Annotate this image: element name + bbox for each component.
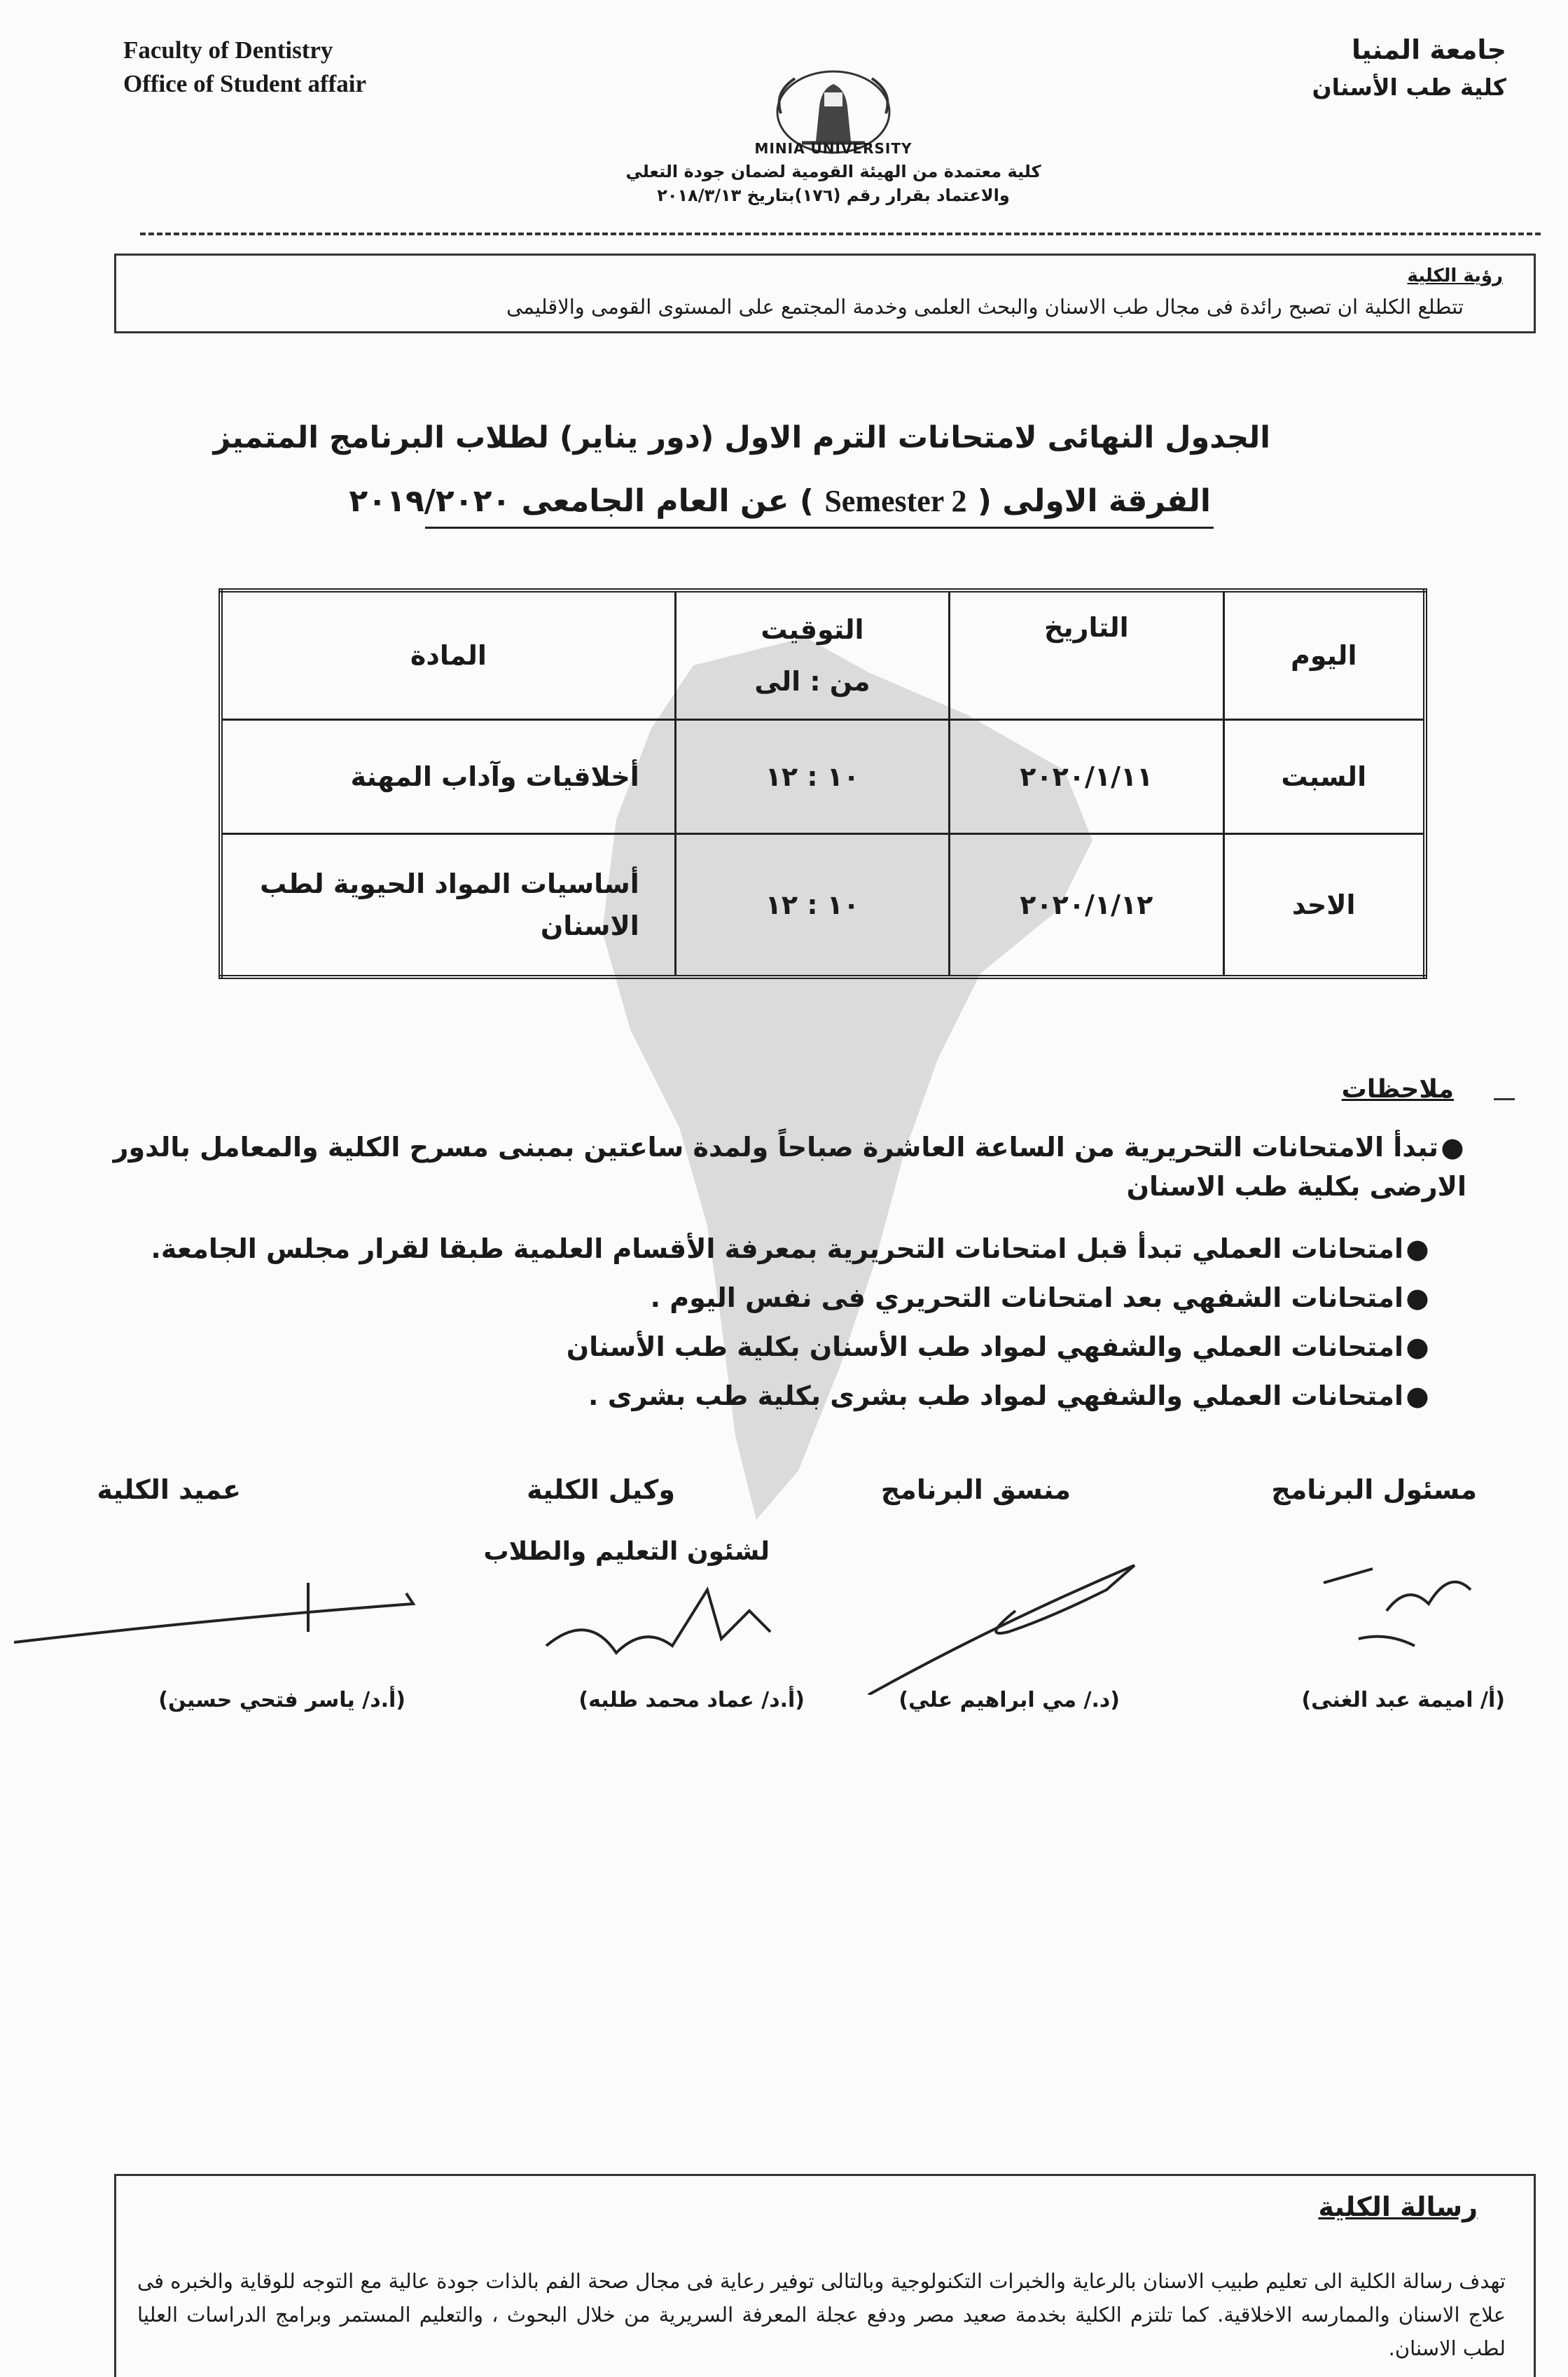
semester-label: Semester 2 [824,484,967,518]
bullet-icon: ● [1406,1380,1429,1411]
header-time-range: من : الى [754,665,870,697]
vision-text: تتطلع الكلية ان تصبح رائدة فى مجال طب الاسنان والبحث العلمى وخدمة المجتمع على المستوى القومى والاقليمى [506,295,1464,319]
header-day: اليوم [1223,590,1425,719]
university-name-ar: جامعة المنيا [1352,34,1506,65]
subtitle-part-b: ) عن العام الجامعى ٢٠١٩/٢٠٢٠ [349,483,814,519]
subtitle-part-a: الفرقة الاولى ( [977,483,1211,519]
bullet-icon: ● [1406,1233,1429,1264]
table-header-row [221,590,1425,719]
logo-caption: MINIA UNIVERSITY [754,140,913,157]
subtitle-underline [425,527,1214,529]
mission-box [114,2174,1536,2377]
note-text: تبدأ الامتحانات التحريرية من الساعة العاشرة صباحاً ولمدة ساعتين بمبنى مسرح الكلية والمعامل بالدور الارضى بكلية طب الاسنان [113,1132,1466,1202]
sig-title-dean: عميد الكلية [97,1474,241,1505]
mission-text: تهدف رسالة الكلية الى تعليم طبيب الاسنان بالرعاية والخبرات التكنولوجية وبالتالى توفير رعاية فى مجال صحة الفم بالذات جودة عالية مع التوجه للوقاية والخبره فى علاج الاسنان والممارسه الاخلاقية. كما تلتزم الكلية بخدمة صعيد مصر ودفع عجلة المعرفة السريرية من خلال البحوث ، والتعليم المستمر وبرامج الدراسات العليا لطب الاسنان. [137,2269,1506,2360]
note-item [588,1376,1431,1415]
note-item [651,1278,1431,1317]
exam-schedule-table [218,588,1427,979]
notes-tick [1494,1098,1515,1100]
vision-box [114,254,1536,333]
row-subject: أساسيات المواد الحيوية لطب الاسنان [221,834,675,977]
table-row [221,834,1425,977]
sig-title-vice-dean: وكيل الكلية [527,1474,675,1505]
sig-subtitle-vice-dean: لشئون التعليم والطلاب [483,1537,770,1566]
vision-title: رؤية الكلية [1407,265,1503,286]
row-subject: أخلاقيات وآداب المهنة [221,719,675,834]
header-time-label: التوقيت [761,614,864,645]
row-date: ٢٠٢٠/١/١٢ [950,834,1223,977]
sig-name-coordinator: (د./ مي ابراهيم علي) [899,1688,1120,1712]
row-date: ٢٠٢٠/١/١١ [950,719,1223,834]
handwritten-signatures [14,1527,1513,1695]
faculty-name-ar: كلية طب الأسنان [1312,74,1506,101]
row-time: ١٠ : ١٢ [765,761,860,792]
sig-name-dean: (أ.د/ ياسر فتحي حسين) [158,1688,405,1712]
note-item [151,1229,1431,1268]
sig-title-program-head: مسئول البرنامج [1271,1474,1477,1505]
notes-title: ملاحظات [1341,1075,1454,1104]
faculty-header-ar [1312,31,1506,106]
sig-title-coordinator: منسق البرنامج [880,1474,1071,1505]
faculty-name-en: Faculty of Dentistry [123,36,333,64]
sig-name-vice-dean: (أ.د/ عماد محمد طلبه) [578,1688,805,1712]
note-text: امتحانات الشفهي بعد امتحانات التحريري فى نفس اليوم . [650,1282,1403,1313]
sig-name-program-head: (أ/ اميمة عبد الغنى) [1301,1688,1505,1712]
note-text: امتحانات العملي والشفهي لمواد طب الأسنان بكلية طب الأسنان [566,1331,1403,1362]
note-text: امتحانات العملي تبدأ قبل امتحانات التحريرية بمعرفة الأقسام العلمية طبقا لقرار مجلس الجامعة. [151,1233,1403,1264]
schedule-title: الجدول النهائى لامتحانات الترم الاول (دور يناير) لطلاب البرنامج المتميز [213,420,1270,455]
header-date: التاريخ [950,590,1223,719]
header-time [675,590,949,719]
bullet-icon: ● [1441,1132,1464,1163]
header-divider [140,233,1541,235]
bullet-icon: ● [1406,1282,1429,1313]
table-row [221,719,1425,834]
faculty-header-en [123,34,366,101]
row-time: ١٠ : ١٢ [765,889,860,921]
note-text: امتحانات العملي والشفهي لمواد طب بشرى بكلية طب بشرى . [588,1380,1403,1411]
bullet-icon: ● [1406,1331,1429,1362]
note-item [105,1128,1466,1206]
row-day: السبت [1223,719,1425,834]
note-item [567,1327,1431,1366]
accreditation-note [616,160,1050,207]
office-name-en: Office of Student affair [123,70,367,97]
header-subject: المادة [221,590,675,719]
mission-title: رسالة الكلية [1318,2191,1478,2222]
schedule-subtitle [349,483,1211,519]
accreditation-line-1: كلية معتمدة من الهيئة القومية لضمان جودة التعلي [625,162,1041,181]
accreditation-line-2: والاعتماد بقرار رقم (١٧٦)بتاريخ ٢٠١٨/٣/١٣ [657,186,1010,205]
row-day: الاحد [1223,834,1425,977]
